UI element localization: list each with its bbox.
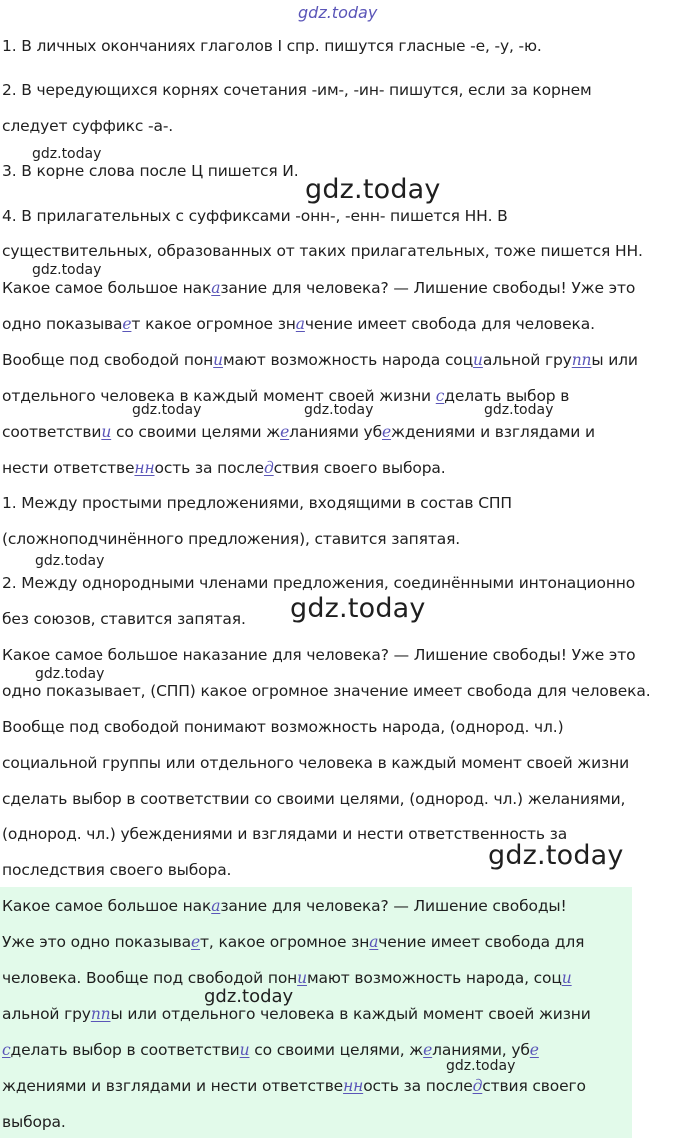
watermark: gdz.today [304,402,374,418]
orthogram: е [280,423,290,441]
orthogram: а [211,279,221,297]
watermark-large: gdz.today [305,174,441,205]
orthogram: и [297,969,307,987]
orthogram: с [435,387,445,405]
orthogram: а [295,315,305,333]
text2-line-4: социальной группы или отдельного человека в каждый момент своей жизни [2,754,630,772]
text2-line-1: Какое самое большое наказание для человека? — Лишение свободы! Уже это [2,646,636,664]
orthogram: е [191,933,201,951]
orthogram: е [122,315,132,333]
watermark: gdz.today [35,666,105,682]
text1-line-6: нести ответственность за последствия своего выбора. [2,459,446,477]
orthogram: с [2,1041,11,1059]
text3-line-2: Уже это одно показывает, какое огромное значение имеет свобода для [2,933,585,951]
watermark: gdz.today [32,262,102,278]
watermark-top: gdz.today [298,3,378,22]
watermark: gdz.today [35,553,105,569]
orthogram: и [561,969,572,987]
text2-line-7: последствия своего выбора. [2,861,232,879]
orthogram: нн [343,1077,364,1095]
watermark: gdz.today [446,1058,516,1074]
text3-line-7: выбора. [2,1113,66,1131]
text2-line-3: Вообще под свободой понимают возможность народа, (однород. чл.) [2,718,564,736]
orthogram: е [381,423,392,441]
orthogram: и [239,1041,250,1059]
orthogram: пп [90,1005,111,1023]
text1-line-4: отдельного человека в каждый момент своей жизни сделать выбор в [2,387,570,405]
orthogram: е [423,1041,433,1059]
text1-line-1: Какое самое большое наказание для человека? — Лишение свободы! Уже это [2,279,636,297]
text3-line-6: ждениями и взглядами и нести ответственность за последствия своего [2,1077,586,1095]
watermark: gdz.today [32,146,102,162]
rule-b1-line-1: 1. Между простыми предложениями, входящими в состав СПП [2,494,512,512]
orthogram: пп [571,351,592,369]
orthogram: д [472,1077,483,1095]
text3-line-5: сделать выбор в соответствии со своими целями, желаниями, убе [2,1041,539,1059]
rule-b1-line-2: (сложноподчинённого предложения), ставится запятая. [2,530,461,548]
text2-line-6: (однород. чл.) убеждениями и взглядами и нести ответственность за [2,825,568,843]
rule-2-line-1: 2. В чередующихся корнях сочетания -им-, -ин- пишутся, если за корнем [2,81,592,99]
rule-4-line-1: 4. В прилагательных с суффиксами -онн-, -енн- пишется НН. В [2,207,508,225]
watermark: gdz.today [484,402,554,418]
text1-line-5: соответствии со своими целями желаниями убеждениями и взглядами и [2,423,595,441]
orthogram: и [101,423,112,441]
text2-line-5: сделать выбор в соответствии со своими целями, (однород. чл.) желаниями, [2,790,626,808]
text1-line-3: Вообще под свободой понимают возможность народа социальной группы или [2,351,638,369]
orthogram: а [369,933,379,951]
rule-2-line-2: следует суффикс -а-. [2,117,174,135]
orthogram: нн [134,459,155,477]
orthogram: и [213,351,224,369]
watermark-large: gdz.today [488,840,624,871]
watermark: gdz.today [204,986,294,1007]
rule-3: 3. В корне слова после Ц пишется И. [2,162,299,180]
text2-line-2: одно показывает, (СПП) какое огромное значение имеет свобода для человека. [2,682,651,700]
text3-line-3: человека. Вообще под свободой понимают возможность народа, соци [2,969,572,987]
text3-line-4: альной группы или отдельного человека в каждый момент своей жизни [2,1005,591,1023]
orthogram: д [263,459,274,477]
rule-b2-line-1: 2. Между однородными членами предложения, соединёнными интонационно [2,574,636,592]
watermark: gdz.today [132,402,202,418]
orthogram: е [529,1041,539,1059]
text1-line-2: одно показывает какое огромное значение имеет свобода для человека. [2,315,595,333]
orthogram: а [211,897,221,915]
orthogram: и [473,351,483,369]
rule-b2-line-2: без союзов, ставится запятая. [2,610,246,628]
text3-line-1: Какое самое большое наказание для человека? — Лишение свободы! [2,897,567,915]
rule-1: 1. В личных окончаниях глаголов I спр. пишутся гласные -е, -у, -ю. [2,37,542,55]
rule-4-line-2: существительных, образованных от таких прилагательных, тоже пишется НН. [2,242,643,260]
watermark-large: gdz.today [290,593,426,624]
